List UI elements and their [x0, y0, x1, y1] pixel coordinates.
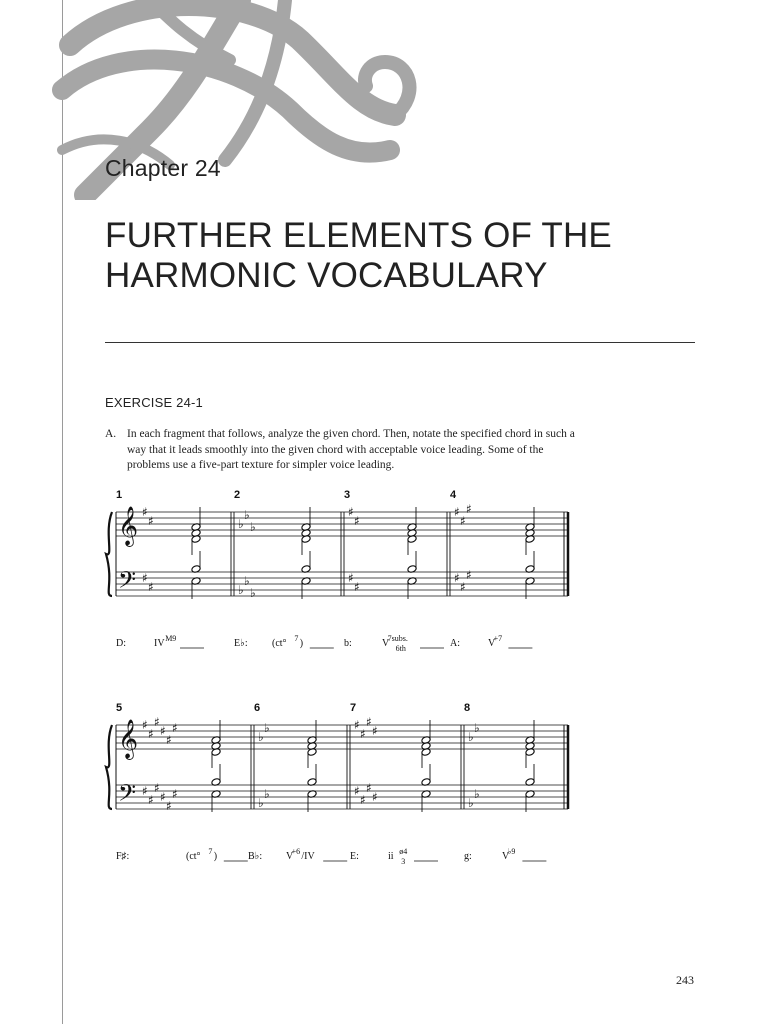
sharp-accidental-icon: ♯ [154, 715, 160, 729]
title-divider [105, 342, 695, 343]
flat-accidental-icon: ♭ [468, 730, 474, 744]
chord-symbol: IV [154, 638, 165, 649]
chord-superscript: +7 [493, 634, 503, 643]
key-label: b: [344, 638, 352, 649]
sharp-accidental-icon: ♯ [148, 727, 154, 741]
measure-number: 4 [450, 489, 457, 501]
sharp-accidental-icon: ♯ [172, 721, 178, 735]
chord-superscript: ø4 [399, 847, 408, 856]
chord-superscript: +6 [291, 847, 301, 856]
measure-number: 5 [116, 702, 123, 714]
sharp-accidental-icon: ♯ [166, 799, 172, 813]
measure-number: 8 [464, 702, 471, 714]
chord-close-paren: ) [213, 851, 218, 862]
chord-superscript: ♭9 [507, 847, 516, 856]
flat-accidental-icon: ♭ [250, 586, 256, 600]
sharp-accidental-icon: ♯ [154, 781, 160, 795]
exercise-instructions [105, 427, 575, 474]
flat-accidental-icon: ♭ [264, 721, 270, 735]
chapter-label: Chapter 24 [105, 155, 221, 181]
chapter-title [105, 216, 705, 296]
sharp-accidental-icon: ♯ [148, 793, 154, 807]
flat-accidental-icon: ♭ [244, 508, 250, 522]
sharp-accidental-icon: ♯ [172, 787, 178, 801]
sharp-accidental-icon: ♯ [142, 505, 148, 519]
flat-accidental-icon: ♭ [468, 796, 474, 810]
chord-symbol: V [286, 851, 294, 862]
sharp-accidental-icon: ♯ [360, 793, 366, 807]
chord-symbol: (ct° [272, 638, 287, 649]
flat-accidental-icon: ♭ [258, 730, 264, 744]
chord-symbol: V [488, 638, 496, 649]
sharp-accidental-icon: ♯ [460, 580, 466, 594]
brace [106, 725, 112, 809]
music-system-1 [100, 484, 580, 664]
brace [106, 512, 112, 596]
music-staff-system-2 [100, 697, 580, 877]
sharp-accidental-icon: ♯ [348, 505, 354, 519]
chord-superscript: M9 [165, 634, 177, 643]
sharp-accidental-icon: ♯ [372, 724, 378, 738]
chord-suffix: /IV [301, 851, 315, 862]
sharp-accidental-icon: ♯ [142, 784, 148, 798]
sharp-accidental-icon: ♯ [466, 568, 472, 582]
flat-accidental-icon: ♭ [238, 583, 244, 597]
sharp-accidental-icon: ♯ [148, 580, 154, 594]
chord-close-paren: ) [299, 638, 304, 649]
sharp-accidental-icon: ♯ [148, 514, 154, 528]
chord-symbol: V [382, 638, 390, 649]
chord-symbol: V [502, 851, 510, 862]
chord-superscript: 7 [294, 634, 299, 643]
chord-symbol: ii [388, 851, 394, 862]
chord-symbol: (ct° [186, 851, 201, 862]
music-system-2 [100, 697, 580, 877]
flat-accidental-icon: ♭ [238, 517, 244, 531]
page-number: 243 [676, 973, 694, 987]
bass-clef-icon: 𝄢 [118, 566, 137, 599]
key-label: D: [116, 638, 126, 649]
sharp-accidental-icon: ♯ [460, 514, 466, 528]
flat-accidental-icon: ♭ [264, 787, 270, 801]
measure-number: 1 [116, 489, 123, 501]
sharp-accidental-icon: ♯ [160, 790, 166, 804]
treble-clef-icon: 𝄞 [118, 719, 139, 759]
treble-clef-icon: 𝄞 [118, 506, 139, 546]
key-label: A: [450, 638, 460, 649]
sharp-accidental-icon: ♯ [360, 727, 366, 741]
music-staff-system-1 [100, 484, 580, 664]
chord-subscript: 6th [395, 644, 406, 653]
sharp-accidental-icon: ♯ [466, 502, 472, 516]
flat-accidental-icon: ♭ [250, 520, 256, 534]
measure-number: 3 [344, 489, 351, 501]
sharp-accidental-icon: ♯ [354, 784, 360, 798]
measure-number: 7 [350, 702, 357, 714]
sharp-accidental-icon: ♯ [348, 571, 354, 585]
key-label: B♭: [248, 851, 263, 862]
sharp-accidental-icon: ♯ [354, 514, 360, 528]
exercise-heading: EXERCISE 24-1 [105, 395, 203, 410]
sharp-accidental-icon: ♯ [354, 718, 360, 732]
sharp-accidental-icon: ♯ [166, 733, 172, 747]
flat-accidental-icon: ♭ [244, 574, 250, 588]
chord-superscript: 7subs. [387, 634, 408, 643]
flat-accidental-icon: ♭ [474, 721, 480, 735]
sharp-accidental-icon: ♯ [454, 571, 460, 585]
chord-subscript: 3 [401, 857, 406, 866]
sharp-accidental-icon: ♯ [372, 790, 378, 804]
key-label: g: [464, 851, 472, 862]
instructions-text: In each fragment that follows, analyze the given chord. Then, notate the specified chord in such a way that it leads smoothly into the given chord with acceptable voice leading. Some of the problems use a five-part texture for simpler voice leading. [127, 428, 575, 471]
sharp-accidental-icon: ♯ [366, 781, 372, 795]
sharp-accidental-icon: ♯ [142, 571, 148, 585]
measure-number: 6 [254, 702, 261, 714]
chapter-title-line-2: HARMONIC VOCABULARY [105, 256, 548, 295]
measure-number: 2 [234, 489, 241, 501]
item-letter: A. [105, 428, 117, 440]
bass-clef-icon: 𝄢 [118, 779, 137, 812]
sharp-accidental-icon: ♯ [366, 715, 372, 729]
sharp-accidental-icon: ♯ [142, 718, 148, 732]
flat-accidental-icon: ♭ [258, 796, 264, 810]
sharp-accidental-icon: ♯ [454, 505, 460, 519]
sharp-accidental-icon: ♯ [354, 580, 360, 594]
chord-superscript: 7 [208, 847, 213, 856]
key-label: E: [350, 851, 359, 862]
key-label: E♭: [234, 638, 248, 649]
chapter-title-line-1: FURTHER ELEMENTS OF THE [105, 216, 612, 255]
key-label: F♯: [116, 851, 130, 862]
flat-accidental-icon: ♭ [474, 787, 480, 801]
sharp-accidental-icon: ♯ [160, 724, 166, 738]
